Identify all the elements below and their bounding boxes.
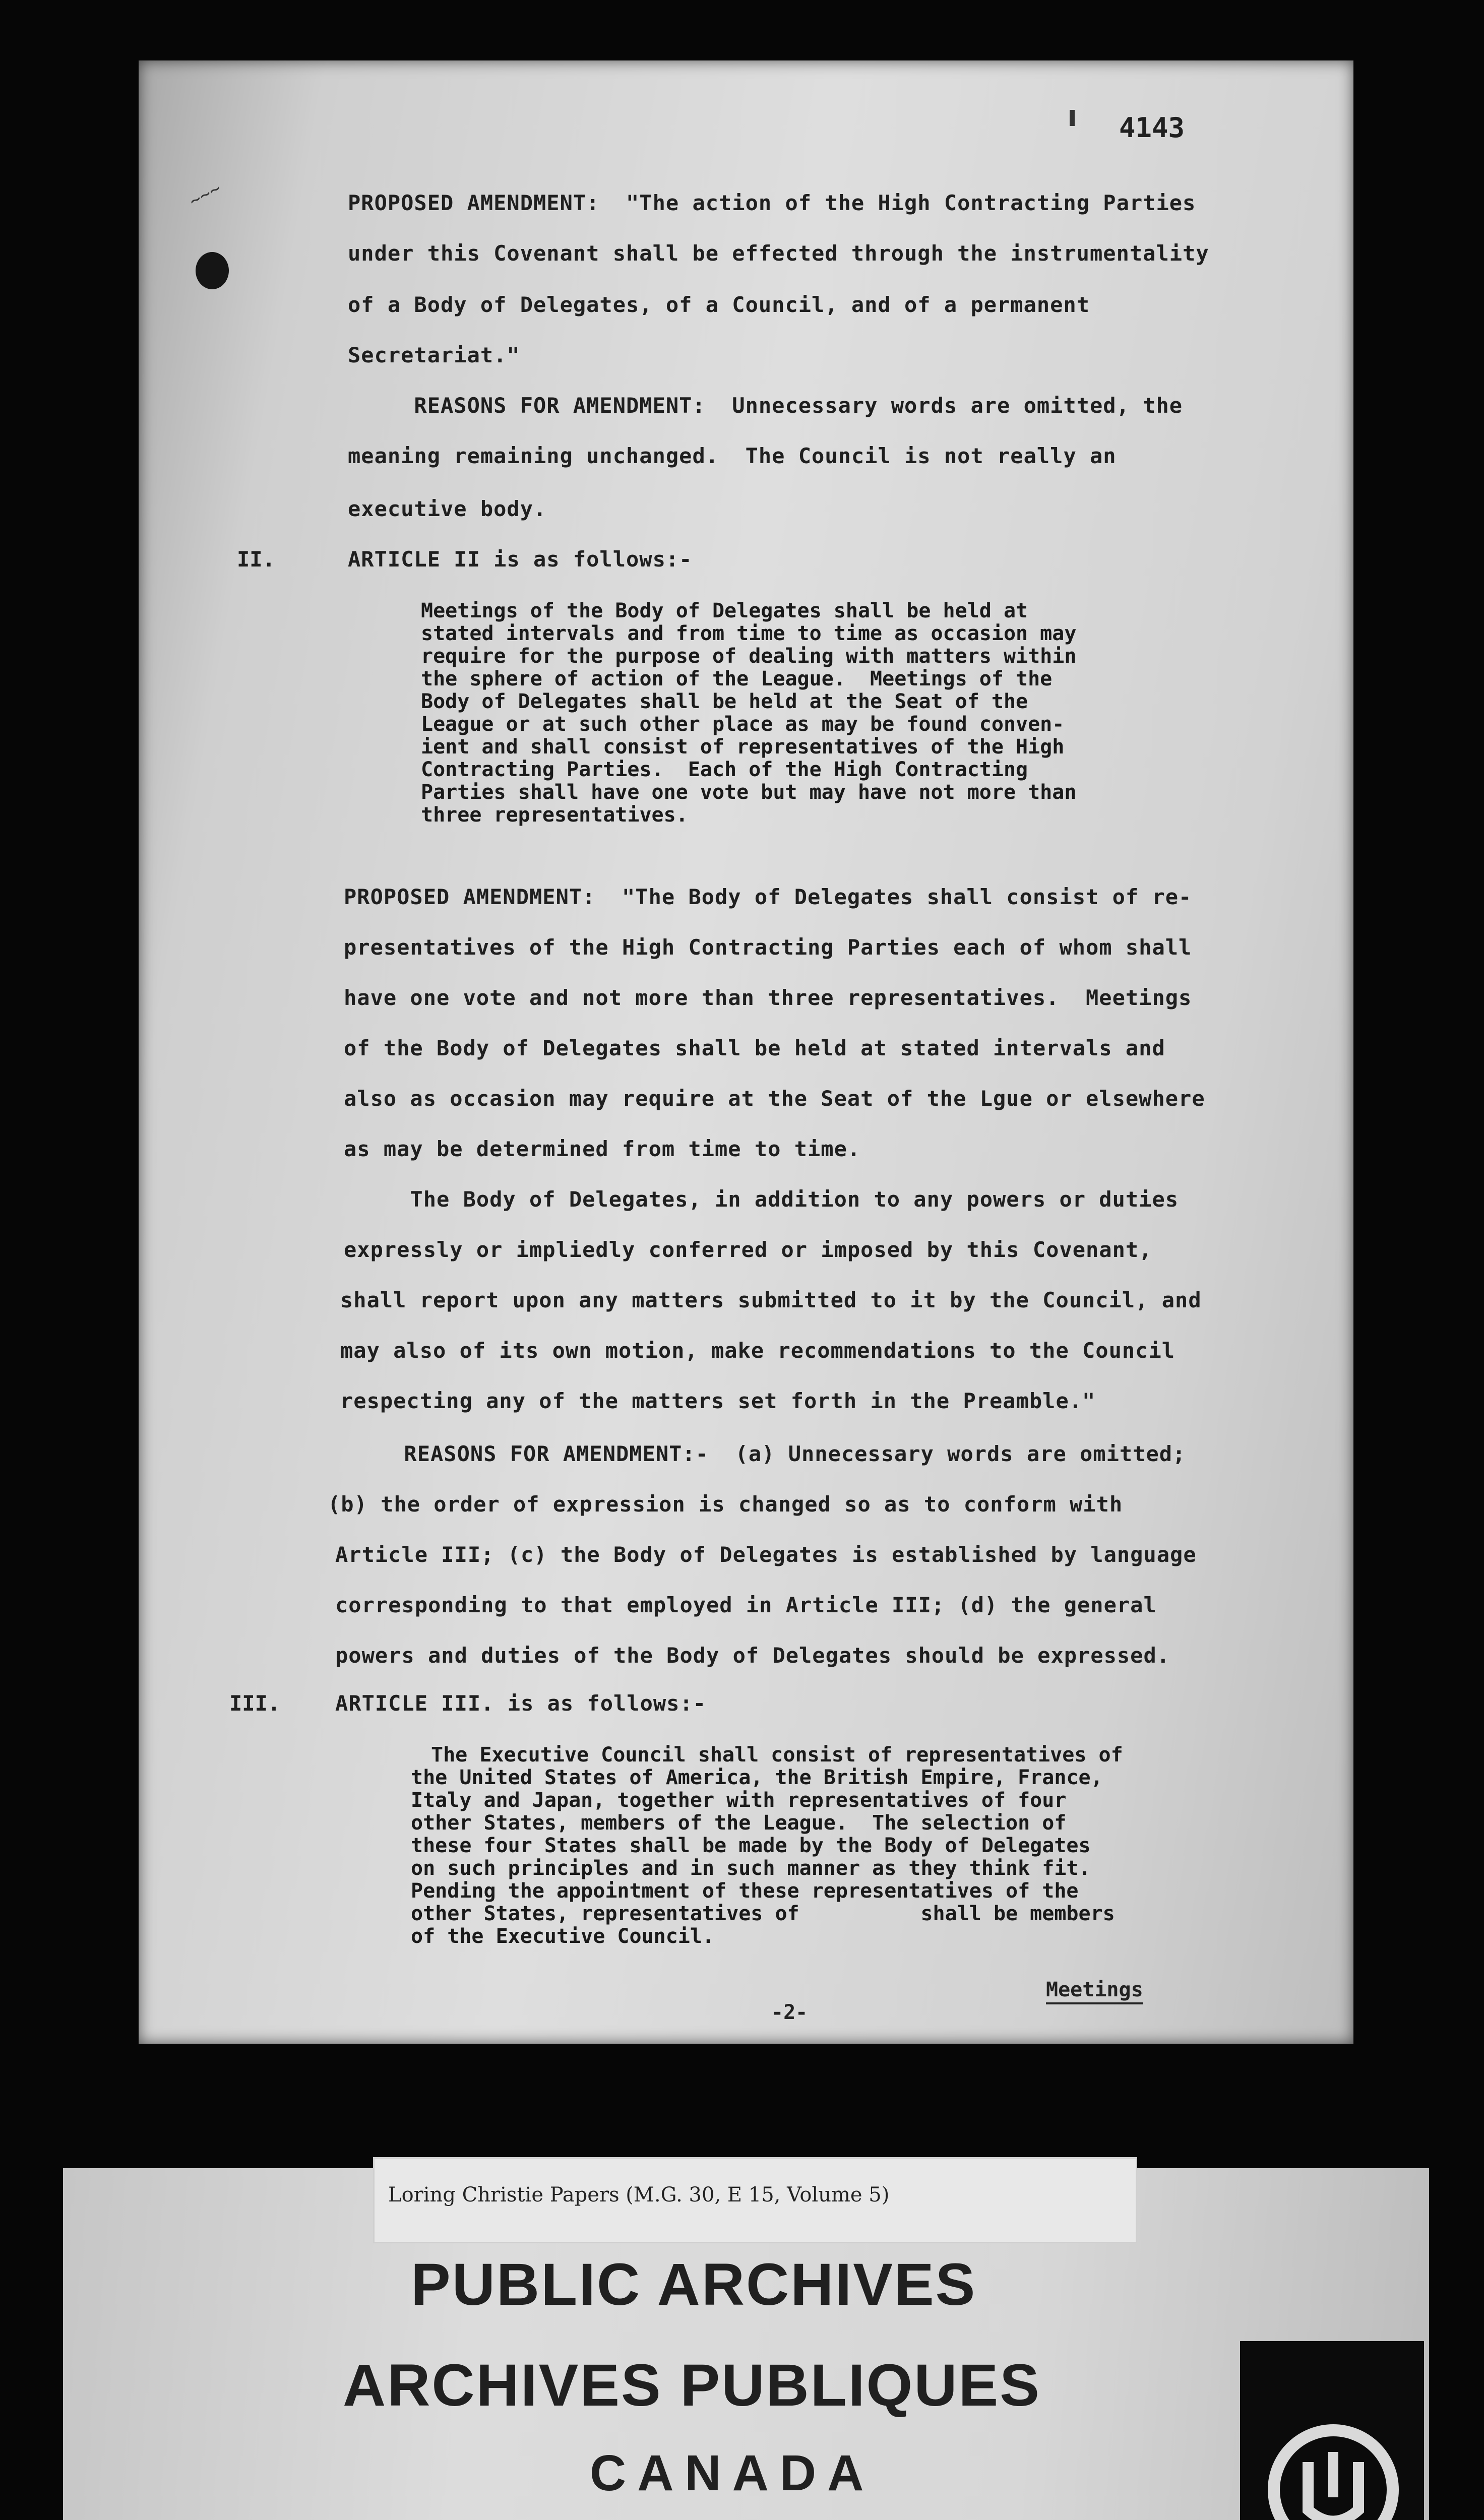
text-line: have one vote and not more than three representatives. Meetings bbox=[344, 985, 1192, 1010]
text-line: powers and duties of the Body of Delegates should be expressed. bbox=[335, 1643, 1170, 1668]
quoted-line: Italy and Japan, together with representatives of four bbox=[411, 1789, 1067, 1812]
quoted-line: Parties shall have one vote but may have not more than bbox=[421, 781, 1077, 804]
page-mark bbox=[1070, 110, 1075, 126]
text-line: corresponding to that employed in Article III; (d) the general bbox=[335, 1593, 1157, 1617]
ink-blot bbox=[196, 252, 229, 289]
text-line: meaning remaining unchanged. The Council is not really an bbox=[348, 444, 1117, 468]
text-line: Secretariat." bbox=[348, 343, 520, 367]
quoted-line: Pending the appointment of these representatives of the bbox=[411, 1879, 1079, 1903]
article-number: II. bbox=[237, 547, 275, 572]
text-line: shall report upon any matters submitted to it by the Council, and bbox=[340, 1288, 1202, 1312]
text-line: expressly or impliedly conferred or imposed by this Covenant, bbox=[344, 1237, 1152, 1262]
text-line: also as occasion may require at the Seat of the Lgue or elsewhere bbox=[344, 1086, 1205, 1111]
archive-reference: Loring Christie Papers (M.G. 30, E 15, Volume 5) bbox=[388, 2183, 890, 2207]
text-line: PROPOSED AMENDMENT: "The action of the High Contracting Parties bbox=[348, 191, 1196, 215]
quoted-line: Body of Delegates shall be held at the Seat of the bbox=[421, 690, 1028, 713]
article-number: III. bbox=[229, 1691, 281, 1716]
quoted-line: League or at such other place as may be found conven- bbox=[421, 713, 1065, 736]
quoted-line: other States, representatives of shall be members bbox=[411, 1902, 1115, 1925]
quoted-line: Contracting Parties. Each of the High Contracting bbox=[421, 758, 1028, 781]
text-line: REASONS FOR AMENDMENT: Unnecessary words are omitted, the bbox=[348, 393, 1183, 418]
page-number: 4143 bbox=[1119, 112, 1185, 144]
quoted-line: on such principles and in such manner as they think fit. bbox=[411, 1857, 1091, 1880]
text-line: of the Body of Delegates shall be held at stated intervals and bbox=[344, 1036, 1165, 1060]
archives-logo bbox=[1240, 2341, 1424, 2520]
catchword: Meetings bbox=[1046, 1978, 1143, 2004]
text-line: may also of its own motion, make recommendations to the Council bbox=[340, 1338, 1176, 1363]
text-line: The Body of Delegates, in addition to any powers or duties bbox=[344, 1187, 1179, 1212]
quoted-line: other States, members of the League. The selection of bbox=[411, 1811, 1067, 1835]
quoted-line: Meetings of the Body of Delegates shall be held at bbox=[421, 599, 1028, 622]
quoted-line: the sphere of action of the League. Meetings of the bbox=[421, 667, 1053, 690]
archive-title-fr: ARCHIVES PUBLIQUES bbox=[343, 2352, 1041, 2419]
text-line: (b) the order of expression is changed so as to conform with bbox=[328, 1492, 1123, 1517]
quoted-line: require for the purpose of dealing with matters within bbox=[421, 645, 1077, 668]
archive-country: CANADA bbox=[590, 2445, 875, 2501]
quoted-line: these four States shall be made by the Body of Delegates bbox=[411, 1834, 1091, 1857]
text-line: Article III; (c) the Body of Delegates is established by language bbox=[335, 1542, 1197, 1567]
footer-page-number: -2- bbox=[771, 2001, 808, 2024]
text-line: under this Covenant shall be effected through the instrumentality bbox=[348, 241, 1209, 266]
quoted-line: stated intervals and from time to time as occasion may bbox=[421, 622, 1077, 645]
text-line: of a Body of Delegates, of a Council, and of a permanent bbox=[348, 292, 1090, 317]
text-line: respecting any of the matters set forth in the Preamble." bbox=[340, 1389, 1096, 1413]
quoted-line: of the Executive Council. bbox=[411, 1925, 715, 1948]
quoted-line: ient and shall consist of representatives of the High bbox=[421, 735, 1065, 759]
text-line: PROPOSED AMENDMENT: "The Body of Delegates shall consist of re- bbox=[344, 885, 1192, 909]
text-line: REASONS FOR AMENDMENT:- (a) Unnecessary words are omitted; bbox=[338, 1441, 1186, 1466]
marginal-scribble: ~~~ bbox=[186, 178, 225, 212]
text-line: presentatives of the High Contracting Parties each of whom shall bbox=[344, 935, 1192, 960]
archive-title-en: PUBLIC ARCHIVES bbox=[411, 2251, 977, 2318]
archives-emblem-icon bbox=[1260, 2417, 1406, 2520]
quoted-line: the United States of America, the British Empire, France, bbox=[411, 1766, 1103, 1789]
article-heading: ARTICLE II is as follows:- bbox=[348, 547, 693, 572]
text-line: executive body. bbox=[348, 496, 547, 521]
quoted-line: The Executive Council shall consist of representatives of bbox=[431, 1743, 1123, 1767]
article-heading: ARTICLE III. is as follows:- bbox=[335, 1691, 707, 1716]
quoted-line: three representatives. bbox=[421, 803, 688, 827]
text-line: as may be determined from time to time. bbox=[344, 1137, 861, 1161]
